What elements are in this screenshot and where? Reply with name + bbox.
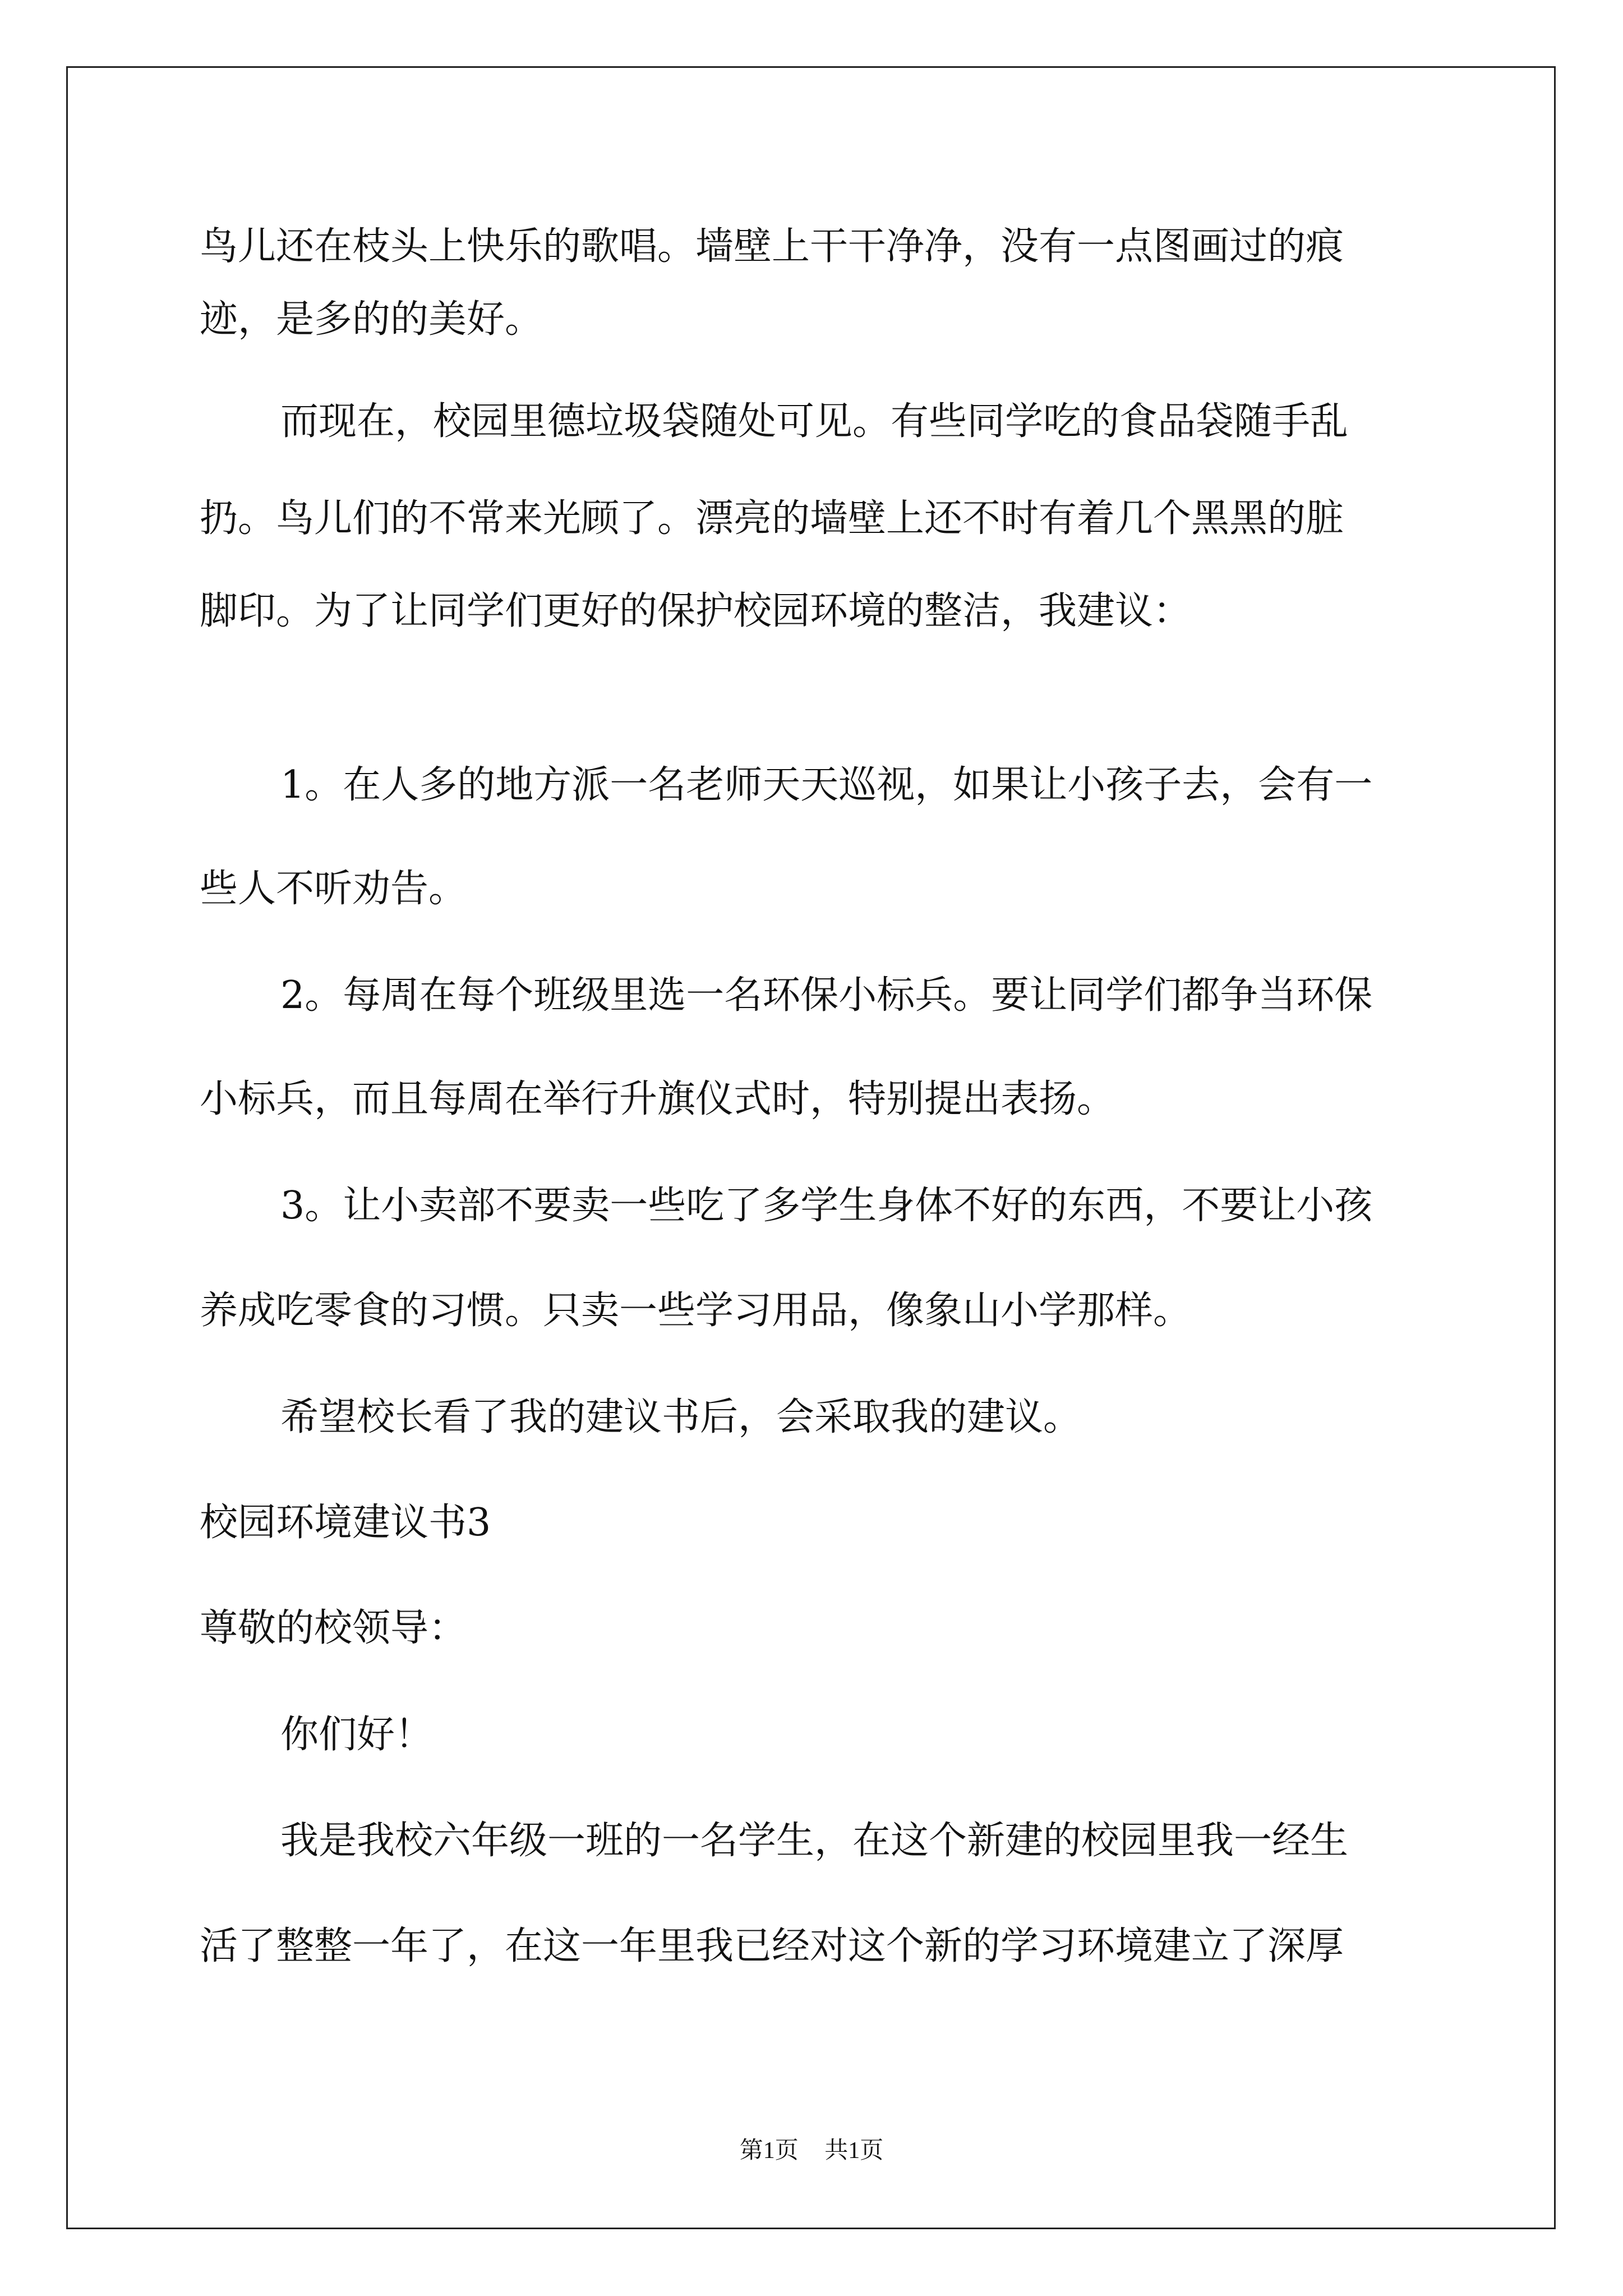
text-line: 活了整整一年了，在这一年里我已经对这个新的学习环境建立了深厚	[200, 1924, 1344, 1968]
text-line: 养成吃零食的习惯。只卖一些学习用品，像象山小学那样。	[200, 1289, 1192, 1333]
text-line: 希望校长看了我的建议书后，会采取我的建议。	[280, 1395, 1082, 1439]
text-line: 些人不听劝告。	[200, 867, 467, 911]
text-line: 3。让小卖部不要卖一些吃了多学生身体不好的东西，不要让小孩	[280, 1184, 1373, 1228]
text-line: 扔。鸟儿们的不常来光顾了。漂亮的墙壁上还不时有着几个黑黑的脏	[200, 496, 1344, 541]
greeting: 你们好！	[280, 1713, 434, 1757]
text-line: 鸟儿还在枝头上快乐的歌唱。墙壁上干干净净，没有一点图画过的痕	[200, 224, 1344, 269]
text-line: 脚印。为了让同学们更好的保护校园环境的整洁，我建议：	[200, 589, 1192, 633]
text-line: 小标兵，而且每周在举行升旗仪式时，特别提出表扬。	[200, 1077, 1115, 1121]
text-line: 我是我校六年级一班的一名学生，在这个新建的校园里我一经生	[280, 1819, 1349, 1863]
page-number: 第1页	[739, 2138, 799, 2164]
salutation: 尊敬的校领导：	[200, 1606, 467, 1650]
section-heading: 校园环境建议书3	[200, 1501, 491, 1545]
page-footer	[0, 2132, 1623, 2165]
text-line: 而现在，校园里德垃圾袋随处可见。有些同学吃的食品袋随手乱	[280, 399, 1349, 444]
page-total: 共1页	[824, 2138, 884, 2164]
text-line: 迹，是多的的美好。	[200, 297, 543, 342]
text-line: 2。每周在每个班级里选一名环保小标兵。要让同学们都争当环保	[280, 973, 1373, 1018]
text-line: 1。在人多的地方派一名老师天天巡视，如果让小孩子去，会有一	[280, 763, 1373, 807]
